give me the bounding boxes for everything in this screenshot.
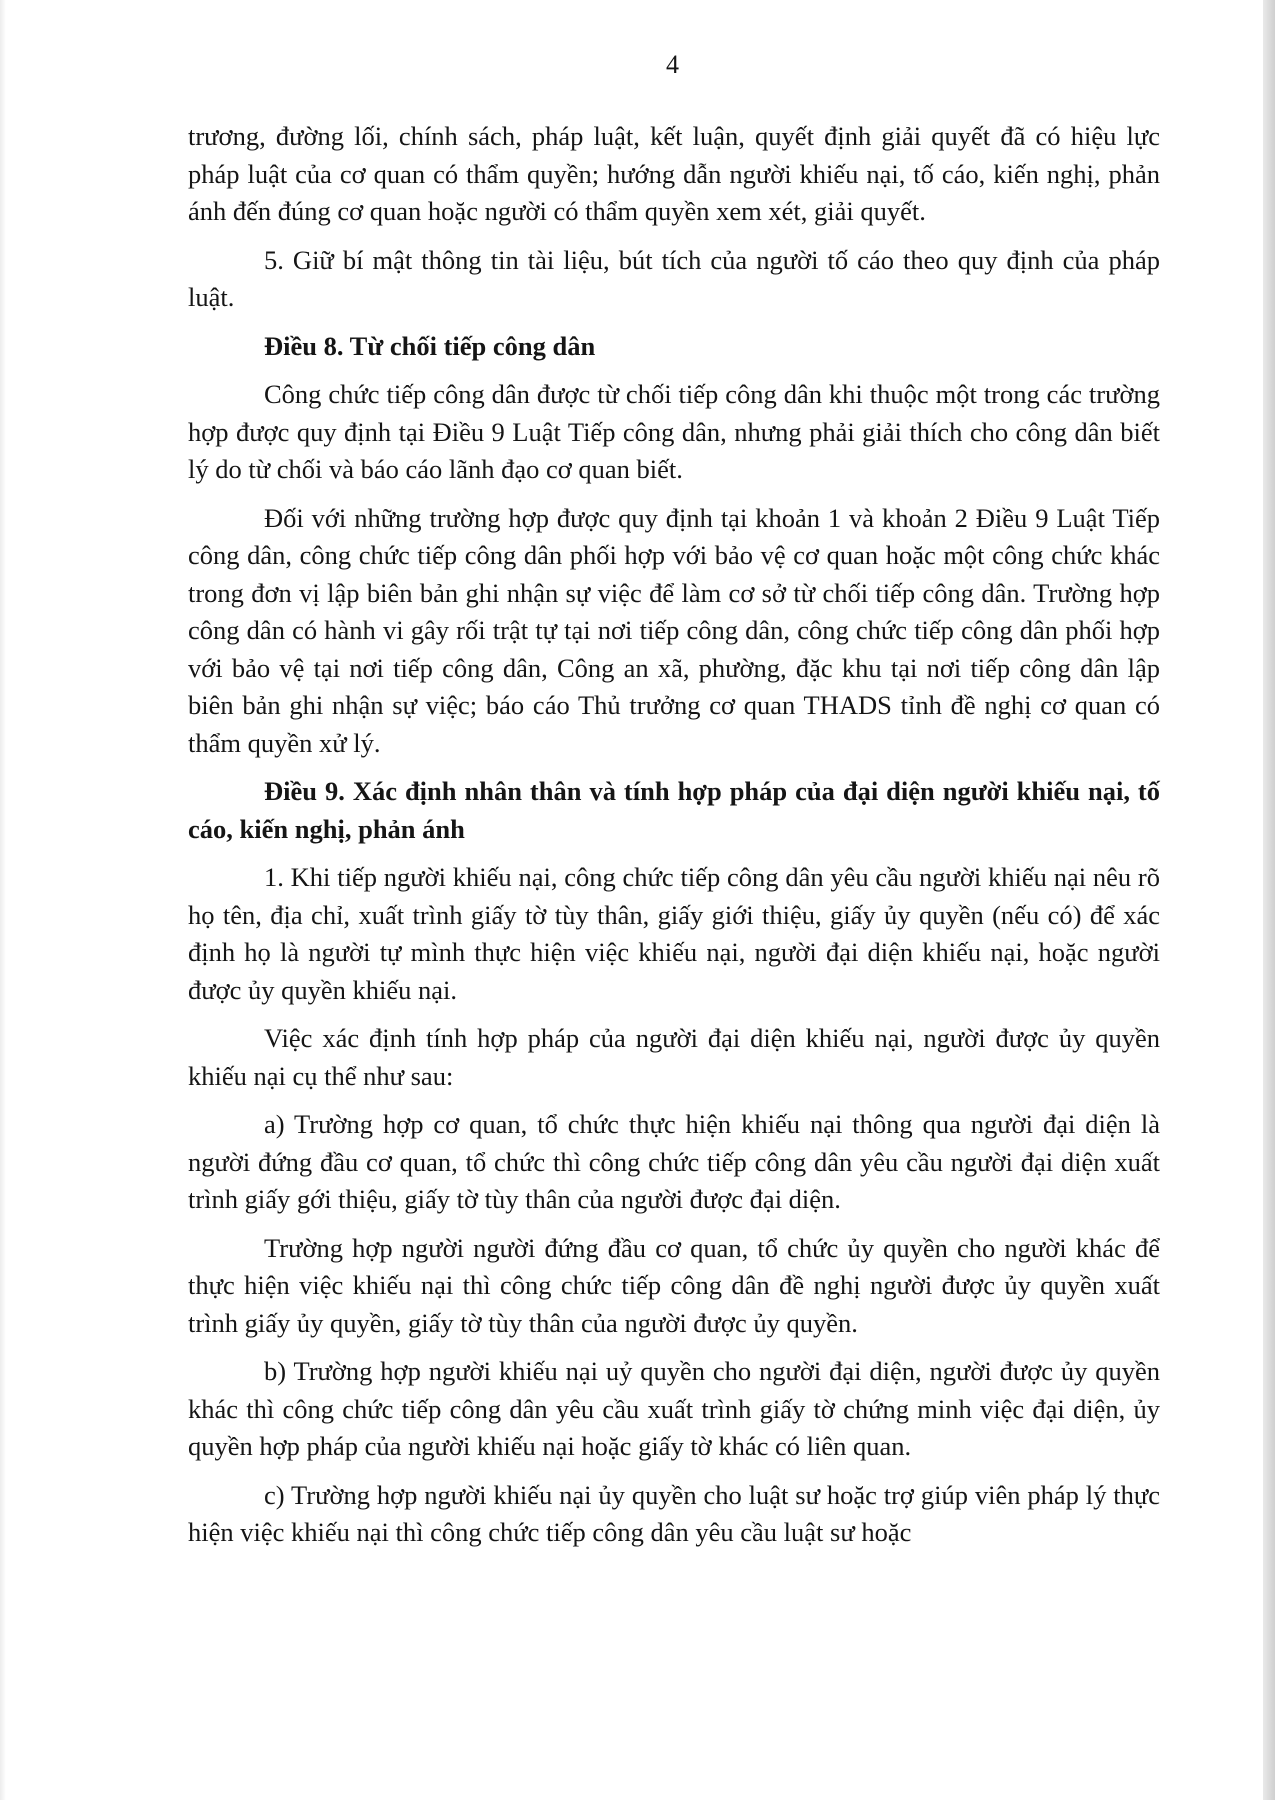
paragraph-item-b: b) Trường hợp người khiếu nại uỷ quyền cho người đại diện, người được ủy quyền khác thì công chức tiếp công dân yêu cầu xuất trình giấy tờ chứng minh việc đại diện, ủy quyền hợp pháp của người khiếu nại hoặc giấy tờ khác có liên quan. [188,1356,1160,1461]
paragraph: Công chức tiếp công dân được từ chối tiếp công dân khi thuộc một trong các trường hợp được quy định tại Điều 9 Luật Tiếp công dân, nhưng phải giải thích cho công dân biết lý do từ chối và báo cáo lãnh đạo cơ quan biết. [188,379,1160,484]
paragraph-item-c: c) Trường hợp người khiếu nại ủy quyền cho luật sư hoặc trợ giúp viên pháp lý thực hiện việc khiếu nại thì công chức tiếp công dân yêu cầu luật sư hoặc [188,1479,1160,1547]
paragraph-continuation: trương, đường lối, chính sách, pháp luật, kết luận, quyết định giải quyết đã có hiệu lực pháp luật của cơ quan có thẩm quyền; hướng dẫn người khiếu nại, tố cáo, kiến nghị, phản ánh đến đúng cơ quan hoặc người có thẩm quyền xem xét, giải quyết. [188,121,1160,226]
paragraph-item-a: a) Trường hợp cơ quan, tổ chức thực hiện khiếu nại thông qua người đại diện là người đứng đầu cơ quan, tổ chức thì công chức tiếp công dân yêu cầu người đại diện xuất trình giấy gới thiệu, giấy tờ tùy thân của người được đại diện. [188,1109,1160,1214]
scan-edge-right [1263,0,1275,1800]
paragraph: Trường hợp người người đứng đầu cơ quan, tổ chức ủy quyền cho người khác để thực hiện việc khiếu nại thì công chức tiếp công dân đề nghị người được ủy quyền xuất trình giấy ủy quyền, giấy tờ tùy thân của người được ủy quyền. [188,1232,1160,1338]
paragraph-item-5: 5. Giữ bí mật thông tin tài liệu, bút tích của người tố cáo theo quy định của pháp luật. [188,244,1160,312]
article-9-heading: Điều 9. Xác định nhân thân và tính hợp pháp của đại diện người khiếu nại, tố cáo, kiến nghị, phản ánh [188,776,1160,844]
paragraph: Đối với những trường hợp được quy định tại khoản 1 và khoản 2 Điều 9 Luật Tiếp công dân, công chức tiếp công dân phối hợp với bảo vệ cơ quan hoặc một công chức khác trong đơn vị lập biên bản ghi nhận sự việc để làm cơ sở từ chối tiếp công dân. Trường hợp công dân có hành vi gây rối trật tự tại nơi tiếp công dân, công chức tiếp công dân phối hợp với bảo vệ tại nơi tiếp công dân, Công an xã, phường, đặc khu tại nơi tiếp công dân lập biên bản ghi nhận sự việc; báo cáo Thủ trưởng cơ quan THADS tỉnh đề nghị cơ quan có thẩm quyền xử lý. [188,502,1160,758]
page-number: 4 [666,50,679,79]
paragraph-item-1: 1. Khi tiếp người khiếu nại, công chức tiếp công dân yêu cầu người khiếu nại nêu rõ họ tên, địa chỉ, xuất trình giấy tờ tùy thân, giấy giới thiệu, giấy ủy quyền (nếu có) để xác định họ là người tự mình thực hiện việc khiếu nại, người đại diện khiếu nại, hoặc người được ủy quyền khiếu nại. [188,862,1160,1005]
article-8-heading: Điều 8. Từ chối tiếp công dân [264,330,596,361]
document-body [188,118,1160,1563]
scan-edge-left [0,0,6,1800]
paragraph: Việc xác định tính hợp pháp của người đại diện khiếu nại, người được ủy quyền khiếu nại cụ thể như sau: [188,1023,1160,1091]
